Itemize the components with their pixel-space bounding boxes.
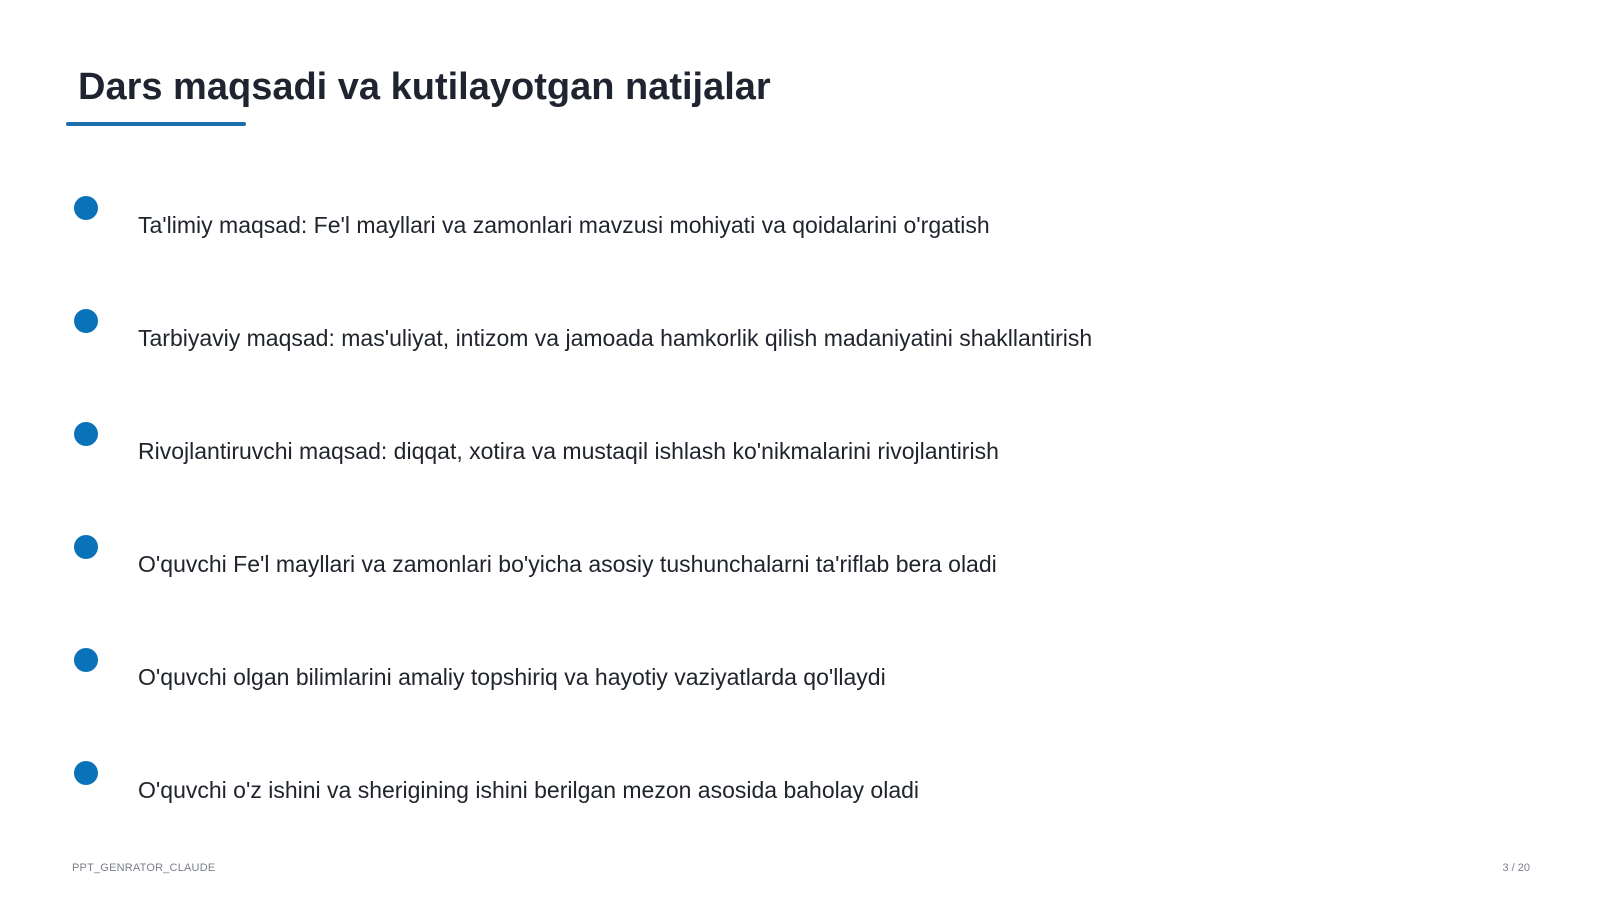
bullet-dot-icon: [74, 309, 98, 333]
bullet-text: O'quvchi o'z ishini va sherigining ishini berilgan mezon asosida baholay oladi: [138, 777, 920, 803]
bullet-item: [0, 422, 1500, 482]
bullet-item: [0, 309, 1500, 369]
bullet-text: O'quvchi Fe'l mayllari va zamonlari bo'yicha asosiy tushunchalarni ta'riflab bera oladi: [138, 551, 997, 577]
bullet-text: O'quvchi olgan bilimlarini amaliy topshiriq va hayotiy vaziyatlarda qo'llaydi: [138, 664, 886, 690]
page-number: 3 / 20: [1502, 862, 1530, 874]
bullet-item: [0, 196, 1500, 256]
bullet-text: Tarbiyaviy maqsad: mas'uliyat, intizom va jamoada hamkorlik qilish madaniyatini shakllantirish: [138, 325, 1093, 351]
bullet-text: Ta'limiy maqsad: Fe'l mayllari va zamonlari mavzusi mohiyati va qoidalarini o'rgatish: [138, 212, 990, 238]
footer-generator-label: PPT_GENRATOR_CLAUDE: [72, 862, 216, 874]
bullet-dot-icon: [74, 196, 98, 220]
title-underline: [66, 122, 246, 126]
bullet-item: [0, 648, 1500, 708]
bullet-dot-icon: [74, 535, 98, 559]
bullet-dot-icon: [74, 422, 98, 446]
bullet-item: [0, 761, 1500, 821]
bullet-dot-icon: [74, 648, 98, 672]
bullet-text: Rivojlantiruvchi maqsad: diqqat, xotira va mustaqil ishlash ko'nikmalarini rivojlantirish: [138, 438, 999, 464]
bullet-dot-icon: [74, 761, 98, 785]
slide-title: Dars maqsadi va kutilayotgan natijalar: [78, 66, 771, 108]
bullet-item: [0, 535, 1500, 595]
